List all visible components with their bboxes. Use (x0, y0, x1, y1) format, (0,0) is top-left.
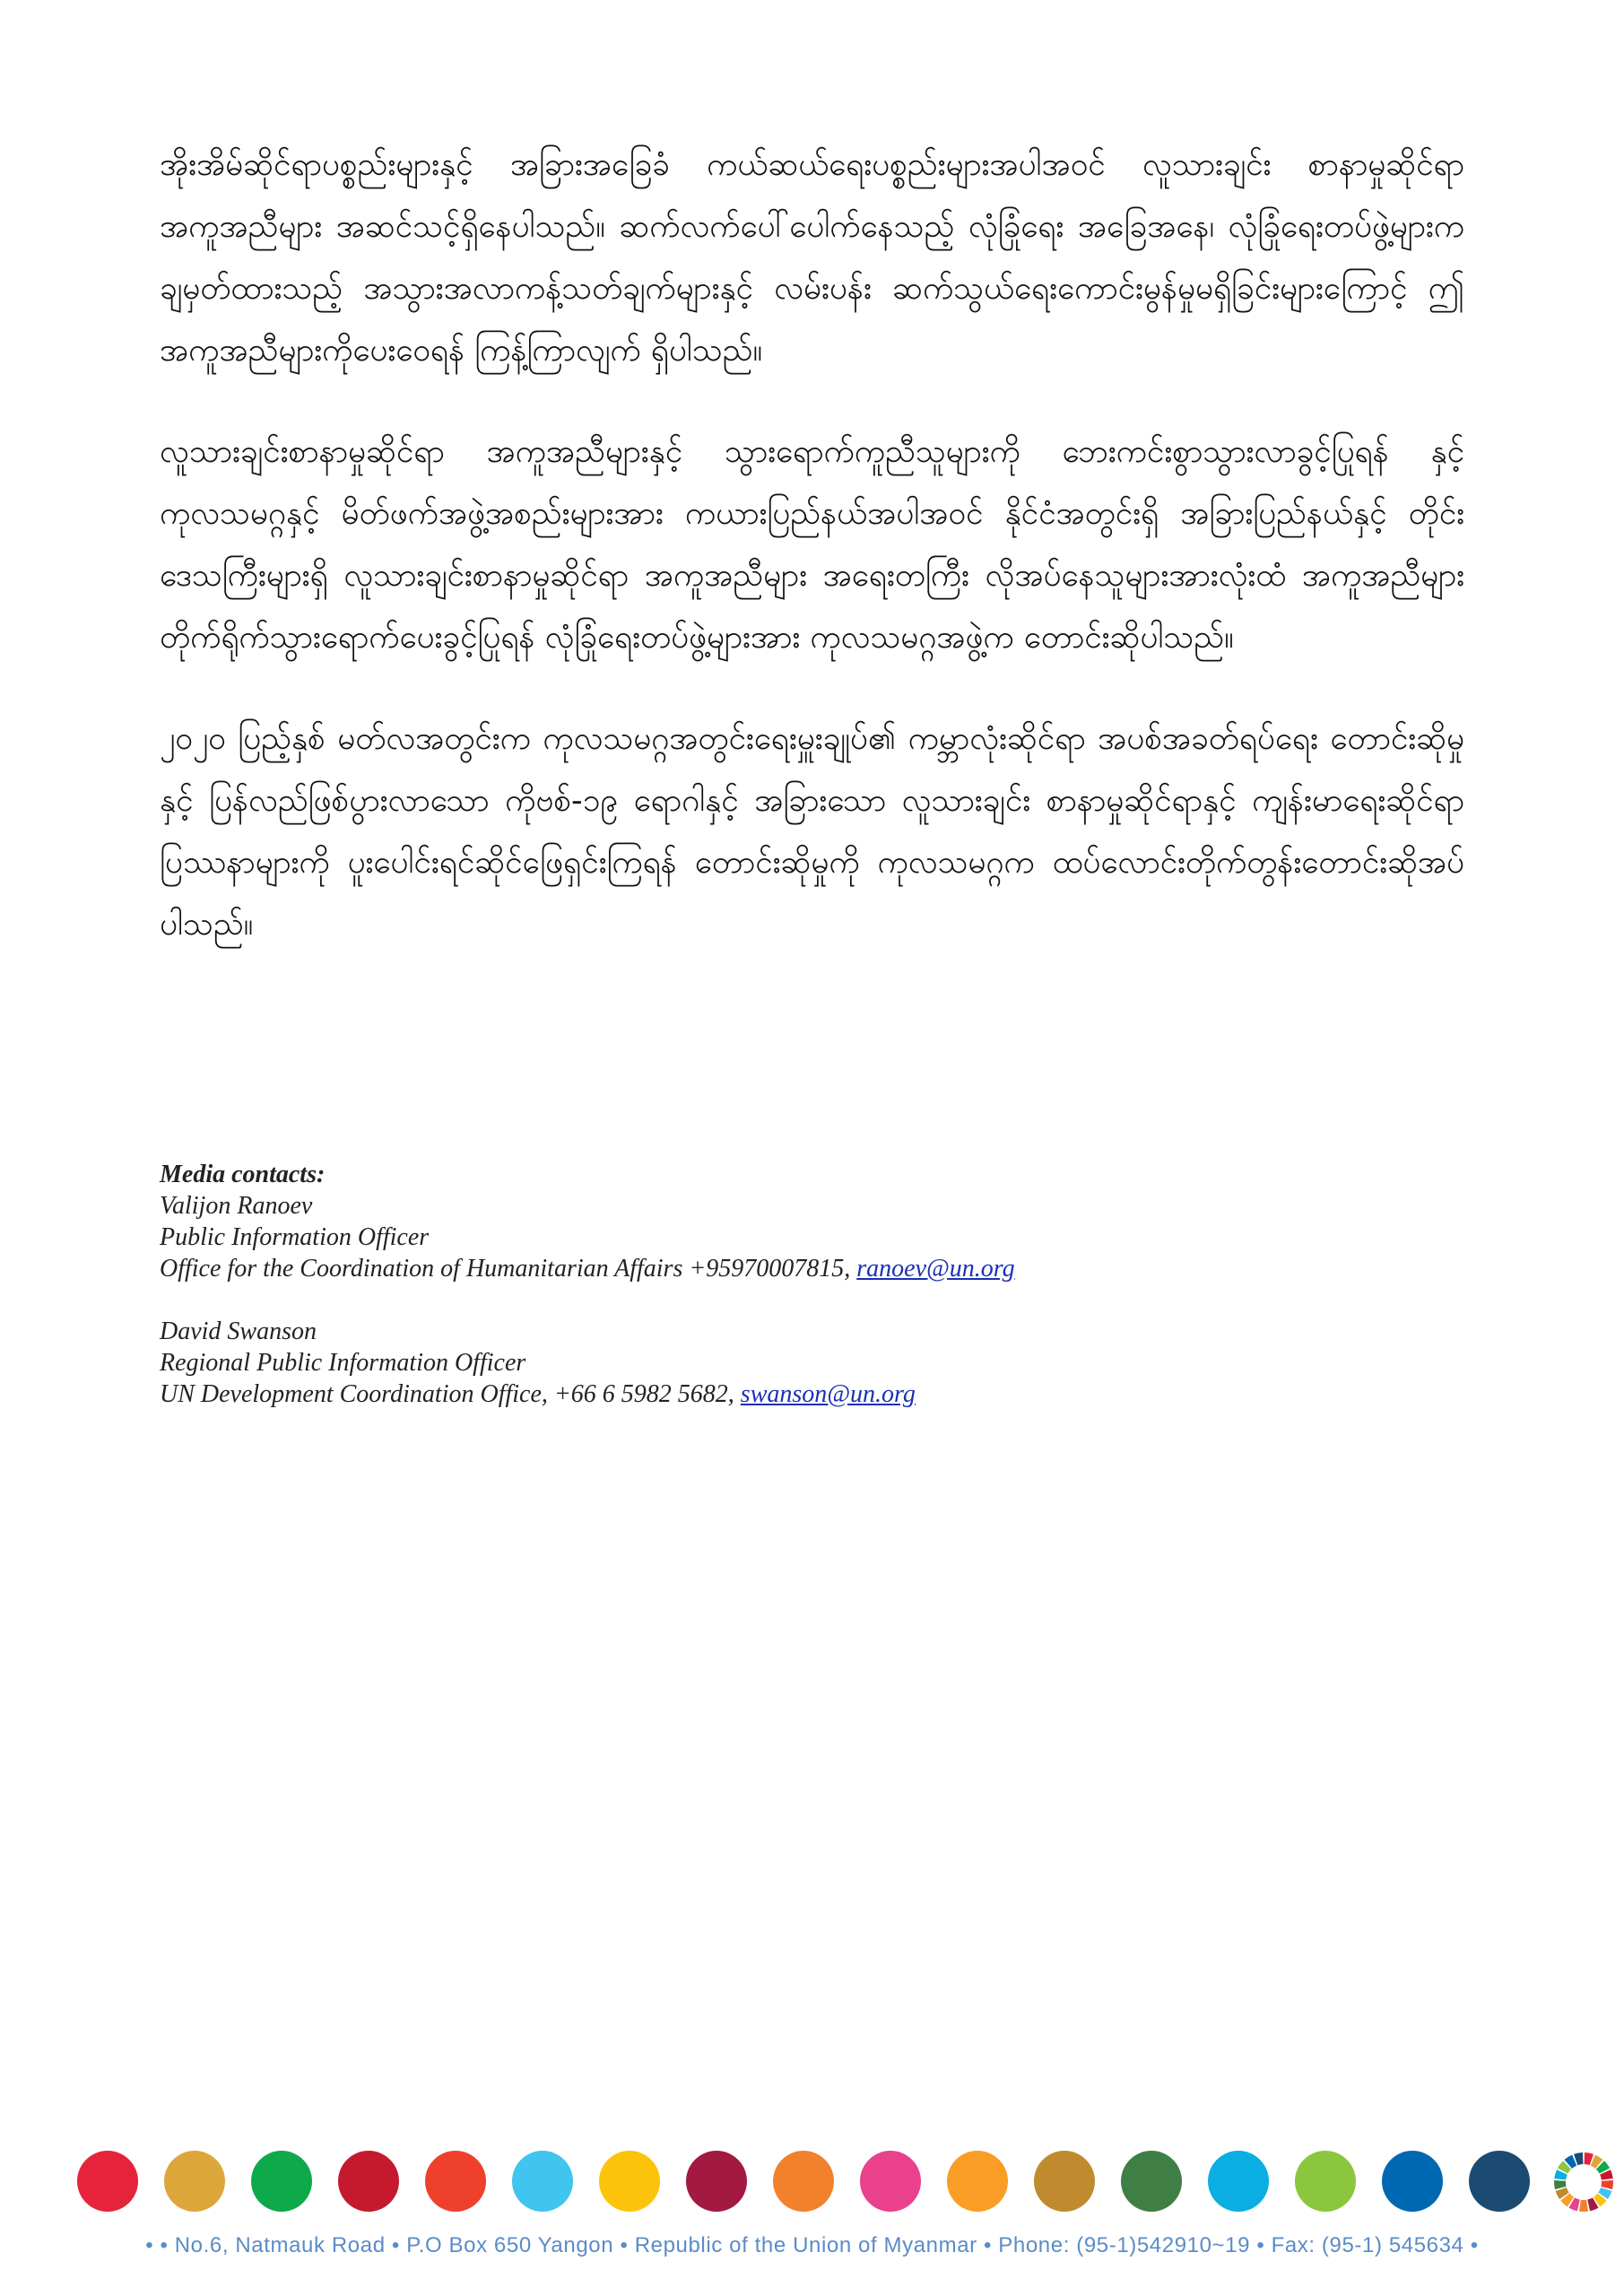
sdg-dot (1034, 2151, 1095, 2212)
sdg-dot (860, 2151, 921, 2212)
footer-address: • • No.6, Natmauk Road • P.O Box 650 Yangon • Republic of the Union of Myanmar • Phone: (95-1)542910~19 • Fax: (95-1) 545634 • (145, 2233, 1479, 2257)
contact-1-email-link[interactable]: ranoev@un.org (856, 1255, 1015, 1283)
paragraph-1: အိုးအိမ်ဆိုင်ရာပစ္စည်းများနှင့် အခြားအခြေခံ ကယ်ဆယ်ရေးပစ္စည်းများအပါအဝင် လူသားချင်း စာနာမှုဆိုင်ရာ အကူအညီများ အဆင်သင့်ရှိနေပါသည်။ ဆက်လက်ပေါ်ပေါက်နေသည့် လုံခြုံရေး အခြေအနေ၊ လုံခြုံရေးတပ်ဖွဲ့များက ချမှတ်ထားသည့် အသွားအလာကန့်သတ်ချက်များနှင့် လမ်းပန်း ဆက်သွယ်ရေးကောင်းမွန်မှုမရှိခြင်းများကြောင့် ဤအကူအညီများကိုပေးဝေရန် ကြန့်ကြာလျက် ရှိပါသည်။ (160, 147, 1464, 369)
sdg-dot (686, 2151, 747, 2212)
paragraph-3: ၂၀၂၀ ပြည့်နှစ် မတ်လအတွင်းက ကုလသမဂ္ဂအတွင်းရေးမှူးချုပ်၏ ကမ္ဘာလုံးဆိုင်ရာ အပစ်အခတ်ရပ်ရေး တောင်းဆိုမှုနှင့် ပြန်လည်ဖြစ်ပွားလာသော ကိုဗစ်-၁၉ ရောဂါနှင့် အခြားသော လူသားချင်း စာနာမှုဆိုင်ရာနှင့် ကျန်းမာရေးဆိုင်ရာပြဿနာများကို ပူးပေါင်းရင်ဆိုင်ဖြေရှင်းကြရန် တောင်းဆိုမှုကို ကုလသမဂ္ဂက ထပ်လောင်းတိုက်တွန်းတောင်းဆိုအပ်ပါသည်။ (160, 721, 1464, 943)
sdg-dot (1295, 2151, 1356, 2212)
sdg-dot (1121, 2151, 1182, 2212)
sdg-dot (1382, 2151, 1443, 2212)
sdg-dot (512, 2151, 573, 2212)
sdg-dot (1469, 2151, 1530, 2212)
sdg-dot (1208, 2151, 1269, 2212)
body-text (160, 135, 1464, 996)
sdg-dot (164, 2151, 225, 2212)
contact-1-org-phone: Office for the Coordination of Humanitarian Affairs +95970007815, (160, 1255, 857, 1283)
sdg-dot (599, 2151, 660, 2212)
sdg-dot (251, 2151, 312, 2212)
sdg-dot (773, 2151, 834, 2212)
sdg-color-dots (77, 2151, 1566, 2213)
sdg-dot (77, 2151, 138, 2212)
sdg-dot (425, 2151, 486, 2212)
contact-1-title: Public Information Officer (160, 1223, 430, 1251)
contact-2-title: Regional Public Information Officer (160, 1349, 526, 1377)
contacts-heading: Media contacts: (160, 1161, 326, 1188)
contact-2-org (160, 1378, 1415, 1410)
contacts-spacer (160, 1284, 1415, 1316)
contact-1-name: Valijon Ranoev (160, 1192, 313, 1220)
media-contacts (160, 1159, 1415, 1410)
contact-2-org-phone: UN Development Coordination Office, +66 6 5982 5682, (160, 1380, 741, 1408)
sdg-dot (338, 2151, 399, 2212)
contact-2-email-link[interactable]: swanson@un.org (740, 1380, 916, 1408)
contact-2-name: David Swanson (160, 1318, 317, 1345)
contact-1-org (160, 1253, 1415, 1284)
paragraph-2: လူသားချင်းစာနာမှုဆိုင်ရာ အကူအညီများနှင့် သွားရောက်ကူညီသူများကို ဘေးကင်းစွာသွားလာခွင့်ပြုရန် နှင့် ကုလသမဂ္ဂနှင့် မိတ်ဖက်အဖွဲ့အစည်းများအား ကယားပြည်နယ်အပါအဝင် နိုင်ငံအတွင်းရှိ အခြားပြည်နယ်နှင့် တိုင်းဒေသကြီးများရှိ လူသားချင်းစာနာမှုဆိုင်ရာ အကူအညီများ အရေးတကြီး လိုအပ်နေသူများအားလုံးထံ အကူအညီများတိုက်ရိုက်သွားရောက်ပေးခွင့်ပြုရန် လုံခြုံရေးတပ်ဖွဲ့များအား ကုလသမဂ္ဂအဖွဲ့က တောင်းဆိုပါသည်။ (160, 434, 1464, 656)
sdg-dot (947, 2151, 1008, 2212)
sdg-wheel-segment (1554, 2180, 1567, 2189)
sdg-wheel-segment (1579, 2200, 1588, 2212)
sdg-wheel-icon (1552, 2151, 1615, 2213)
sdg-wheel-segment (1601, 2180, 1613, 2189)
